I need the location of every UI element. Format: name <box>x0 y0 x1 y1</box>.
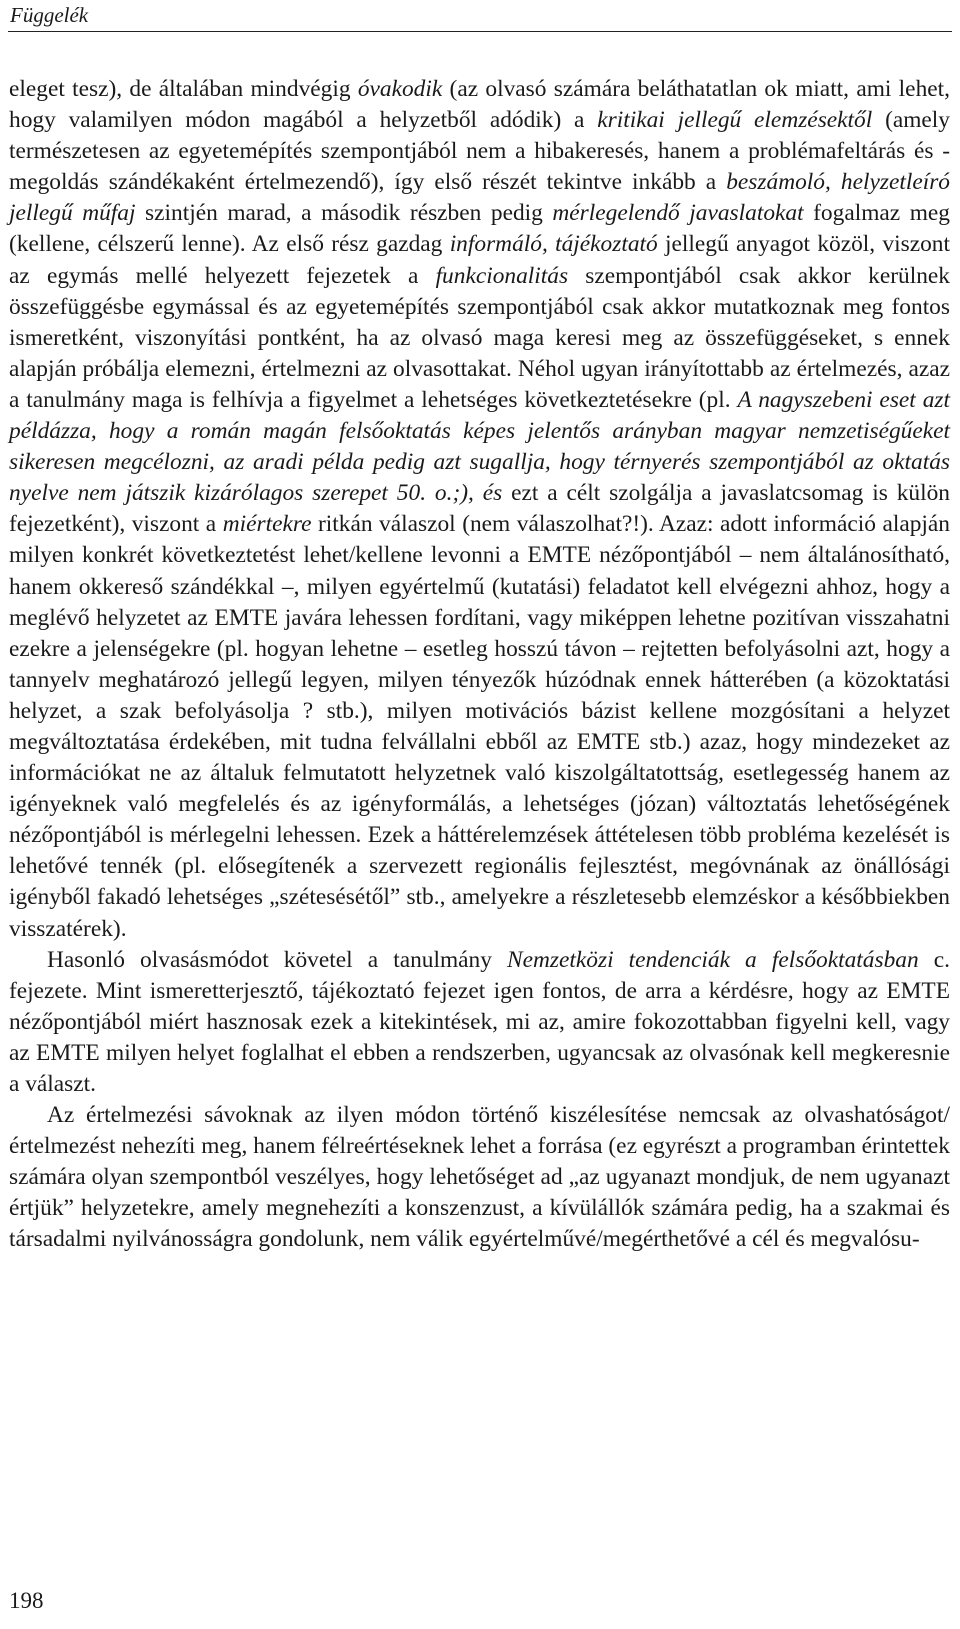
italic-text-run: funkcionalitás <box>435 262 569 289</box>
text-run: eleget tesz), de általában mindvégig <box>9 76 358 102</box>
text-run: (amely természetesen az egyetemépítés szempontjából nem a hibakeresés, hanem a problémafeltárás és -megoldás szándékaként értelmezendő), így első részét tekintve inkább a <box>9 107 951 196</box>
italic-text-run: kritikai jellegű elemzésektől <box>597 107 873 134</box>
text-run: (az olvasó számára beláthatatlan ok miatt, ami lehet, hogy valamilyen módon magából a helyzetből adódik) a <box>9 76 950 134</box>
text-run: Hasonló olvasásmódot követel a tanulmány <box>47 946 508 973</box>
italic-text-run: beszámoló, helyzetleíró jellegű műfaj <box>9 169 950 227</box>
text-run: fogalmaz meg (kellene, célszerű lenne). Az első rész gazdag <box>9 200 950 258</box>
paragraph <box>9 1100 950 1255</box>
text-run: ezt a célt szolgálja a javaslatcsomag is külön fejezetként), viszont a <box>9 480 950 538</box>
paragraph <box>9 74 950 945</box>
italic-text-run: Nemzetközi tendenciák a felsőoktatásban <box>507 946 919 973</box>
italic-text-run: óvakodik <box>357 76 443 102</box>
paragraph <box>9 945 950 1100</box>
page-number: 198 <box>9 1588 44 1613</box>
italic-text-run: miértekre <box>222 511 312 538</box>
text-run: jellegű anyagot közöl, viszont az egymás mellé helyezett fejezetek a <box>9 231 950 289</box>
text-run: c. fejezete. Mint ismeretterjesztő, tájékoztató fejezet igen fontos, de arra a kérdésre, hogy az EMTE nézőpontjából miért hasznosak ezek a kitekintések, mi az, amire fokozottabban figyelni kell, vagy az EMTE milyen helyet foglalhat el ebben a rendszerben, ugyancsak az olvasónak kell megkeresnie a választ. <box>9 946 951 1097</box>
text-run: Az értelmezési sávoknak az ilyen módon történő kiszélesítése nemcsak az olvashatóságot/értelmezést nehezíti meg, hanem félreértéseknek lehet a forrása (ez egyrészt a programban érintettek számára olyan szempontból veszélyes, hogy lehetőséget ad „az ugyanazt mondjuk, de nem ugyanazt értjük” helyzetekre, amely megnehezíti a konszenzust, a kívülállók számára pedig, ha a szakmai és társadalmi nyilvánosságra gondolunk, nem válik egyértelművé/megérthetővé a cél és megvalósu- <box>9 1102 950 1253</box>
italic-text-run: mérlegelendő javaslatokat <box>552 200 804 227</box>
body-text <box>9 74 950 1256</box>
italic-text-run: informáló, tájékoztató <box>449 231 658 258</box>
text-run: szempontjából csak akkor kerülnek összefüggésbe egymással és az egyetemépítés szempontjából csak akkor mutatkoznak meg fontos ismeretként, viszonyítási pontként, ha az olvasó maga keresi meg az összefüggéseket, s ennek alapján próbálja elemezni, értelmezni az olvasottakat. Néhol ugyan irányítottabb az értelmezés, azaz a tanulmány maga is felhívja a figyelmet a lehetséges következtetésekre (pl. <box>9 262 950 413</box>
running-header: Függelék <box>10 3 89 27</box>
text-run: szintjén marad, a második részben pedig <box>135 200 553 227</box>
italic-text-run: A nagyszebeni eset azt példázza, hogy a román magán felsőoktatás képes jelentős arányban magyar nemzetiségűeket sikeresen megcélozni, az aradi példa pedig azt sugallja, hogy térnyerés szempontjából az oktatás nyelve nem játszik kizárólagos szerepet 50. o.;), és <box>9 386 950 507</box>
header-rule <box>8 31 952 32</box>
text-run: ritkán válaszol (nem válaszolhat?!). Azaz: adott információ alapján milyen konkrét következtetést lehet/kellene levonni a EMTE nézőpontjából – nem általánosítható, hanem okkereső szándékkal –, milyen egyértelmű (kutatási) feladatot kell elvégezni ahhoz, hogy a meglévő helyzetet az EMTE javára lehessen fordítani, vagy miképpen lehetne pozitívan visszahatni ezekre a jelenségekre (pl. hogyan lehetne – esetleg hosszú távon – rejtetten befolyásolni azt, hogy a tannyelv meghatározó jellegű legyen, milyen tényezők húzódnak ennek hátterében (a közoktatási helyzet, a szak befolyásolja ? stb.), milyen motivációs bázist kellene mozgósítani a helyzet megváltoztatása érdekében, mit tudna felvállalni ebből az EMTE stb.) azaz, hogy mindezeket az információkat ne az általuk felmutatott helyzetnek való kiszolgáltatottság, esetlegesség hanem az igényeknek való megfelelés és az igényformálás, a lehetséges (józan) változtatás lehetőségének nézőpontjából is mérlegelni lehessen. Ezek a háttérelemzések áttételesen több probléma kezelését is lehetővé tennék (pl. elősegítenék a szervezett regionális fejlesztést, megóvnának az önállósági igényből fakadó lehetséges „szétesésétől” stb., amelyekre a részletesebb elemzéskor a későbbiekben visszatérek). <box>9 511 950 942</box>
